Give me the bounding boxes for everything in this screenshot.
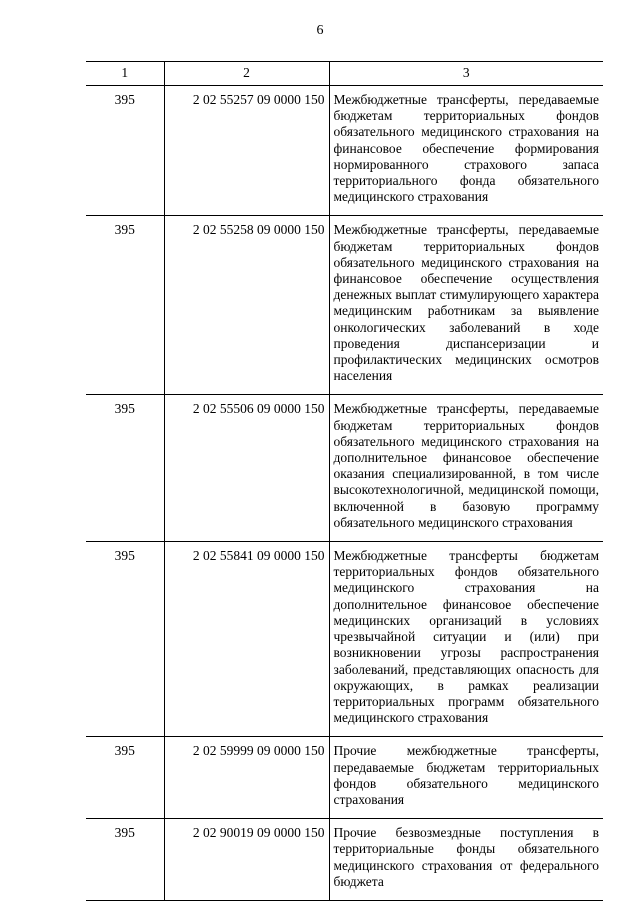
table-header-row xyxy=(86,62,603,86)
column-header-2: 2 xyxy=(164,62,329,86)
admin-code-cell: 395 xyxy=(86,542,164,737)
admin-code-cell: 395 xyxy=(86,737,164,819)
table-row xyxy=(86,542,603,737)
income-name-cell: Прочие безвозмездные поступления в территориальные фонды обязательного медицинского страхования от федерального бюджета xyxy=(329,819,603,901)
table-row xyxy=(86,216,603,395)
column-header-1: 1 xyxy=(86,62,164,86)
income-name-cell: Межбюджетные трансферты, передаваемые бюджетам территориальных фондов обязательного медицинского страхования на дополнительное финансовое обеспечение оказания специализированной, в том числе высокотехнологичной, медицинской помощи, включенной в базовую программу обязательного медицинского страхования xyxy=(329,395,603,542)
column-header-3: 3 xyxy=(329,62,603,86)
admin-code-cell: 395 xyxy=(86,819,164,901)
income-name-cell: Прочие межбюджетные трансферты, передаваемые бюджетам территориальных фондов обязательного медицинского страхования xyxy=(329,737,603,819)
income-name-cell: Межбюджетные трансферты, передаваемые бюджетам территориальных фондов обязательного медицинского страхования на финансовое обеспечение осуществления денежных выплат стимулирующего характера медицинским работникам за выявление онкологических заболеваний в ходе проведения диспансеризации и профилактических медицинских осмотров населения xyxy=(329,216,603,395)
budget-code-cell: 2 02 59999 09 0000 150 xyxy=(164,737,329,819)
budget-code-cell: 2 02 90019 09 0000 150 xyxy=(164,819,329,901)
table-row xyxy=(86,86,603,216)
budget-code-cell: 2 02 55258 09 0000 150 xyxy=(164,216,329,395)
table-row xyxy=(86,819,603,901)
budget-code-cell: 2 02 55257 09 0000 150 xyxy=(164,86,329,216)
budget-codes-table xyxy=(86,61,603,901)
admin-code-cell: 395 xyxy=(86,216,164,395)
table-row xyxy=(86,395,603,542)
table-row xyxy=(86,737,603,819)
income-name-cell: Межбюджетные трансферты, передаваемые бюджетам территориальных фондов обязательного медицинского страхования на финансовое обеспечение формирования нормированного страхового запаса территориального фонда обязательного медицинского страхования xyxy=(329,86,603,216)
page-number: 6 xyxy=(316,23,324,38)
income-name-cell: Межбюджетные трансферты бюджетам территориальных фондов обязательного медицинского страхования на дополнительное финансовое обеспечение медицинских организаций в условиях чрезвычайной ситуации и (или) при возникновении угрозы распространения заболеваний, представляющих опасность для окружающих, в рамках реализации территориальных программ обязательного медицинского страхования xyxy=(329,542,603,737)
admin-code-cell: 395 xyxy=(86,86,164,216)
budget-code-cell: 2 02 55506 09 0000 150 xyxy=(164,395,329,542)
admin-code-cell: 395 xyxy=(86,395,164,542)
budget-code-cell: 2 02 55841 09 0000 150 xyxy=(164,542,329,737)
